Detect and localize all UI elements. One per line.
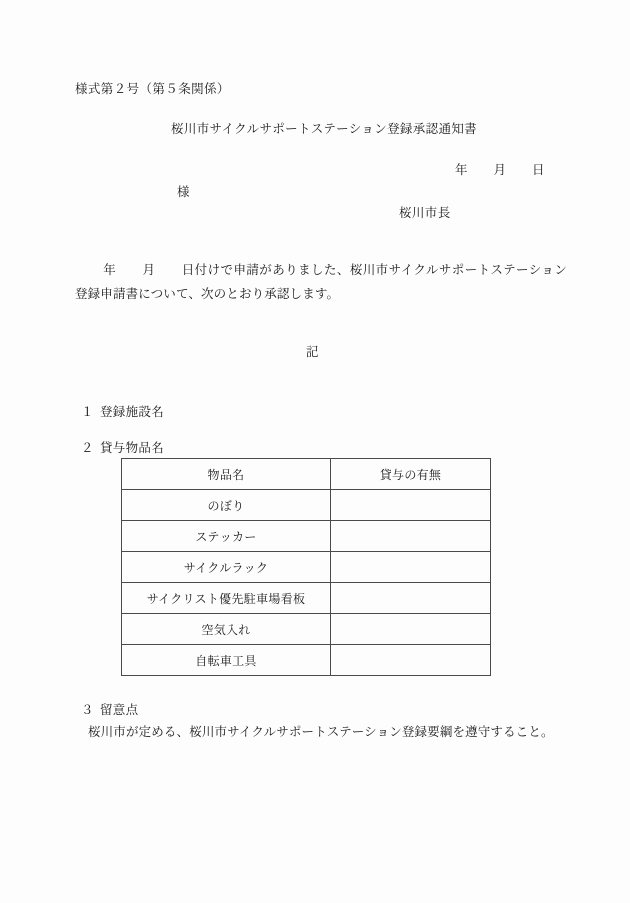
table-row	[122, 583, 491, 614]
section-lent-goods	[81, 438, 164, 456]
table-row	[122, 521, 491, 552]
lent-goods-table	[121, 458, 491, 676]
table-cell-lending-status[interactable]	[331, 521, 491, 552]
table-cell-item-name: サイクリスト優先駐車場看板	[122, 583, 331, 614]
section-3-label: 留意点	[100, 703, 139, 717]
table-row	[122, 645, 491, 676]
table-cell-lending-status[interactable]	[331, 645, 491, 676]
table-cell-item-name: サイクルラック	[122, 552, 331, 583]
section-registered-facility	[81, 402, 164, 420]
section-3-number: ３	[81, 703, 94, 717]
table-cell-lending-status[interactable]	[331, 614, 491, 645]
issuer-name: 桜川市長	[399, 206, 451, 220]
table-cell-item-name: ステッカー	[122, 521, 331, 552]
table-cell-lending-status[interactable]	[331, 583, 491, 614]
ki-marker: 記	[306, 345, 320, 359]
body-paragraph	[75, 258, 567, 306]
table-header-row	[122, 459, 491, 490]
table-cell-lending-status[interactable]	[331, 490, 491, 521]
table-row	[122, 552, 491, 583]
table-cell-item-name: 空気入れ	[122, 614, 331, 645]
body-year-label: 年	[103, 263, 117, 277]
section-1-number: １	[81, 405, 94, 419]
document-title: 桜川市サイクルサポートステーション登録承認通知書	[171, 122, 478, 136]
table-header-lending-status: 貸与の有無	[331, 459, 491, 490]
table-row	[122, 490, 491, 521]
form-number: 様式第２号（第５条関係）	[75, 82, 230, 96]
addressee-suffix: 様	[177, 185, 190, 199]
section-2-number: ２	[81, 441, 94, 455]
body-month-label: 月	[142, 263, 156, 277]
table-cell-lending-status[interactable]	[331, 552, 491, 583]
table-header-item-name: 物品名	[122, 459, 331, 490]
table-cell-item-name: のぼり	[122, 490, 331, 521]
section-1-label: 登録施設名	[100, 405, 165, 419]
body-text: 日付けで申請がありました、桜川市サイクルサポートステーション登録申請書について、次のとおり承認します。	[75, 263, 567, 301]
issue-date-year-label: 年	[455, 163, 468, 177]
section-2-label: 貸与物品名	[100, 441, 165, 455]
table-cell-item-name: 自転車工具	[122, 645, 331, 676]
section-notes	[81, 700, 138, 718]
table-row	[122, 614, 491, 645]
issue-date-day-label: 日	[532, 163, 545, 177]
issue-date-line	[455, 160, 545, 178]
notes-body-text: 桜川市が定める、桜川市サイクルサポートステーション登録要綱を遵守すること。	[88, 725, 554, 739]
issue-date-month-label: 月	[493, 163, 507, 177]
